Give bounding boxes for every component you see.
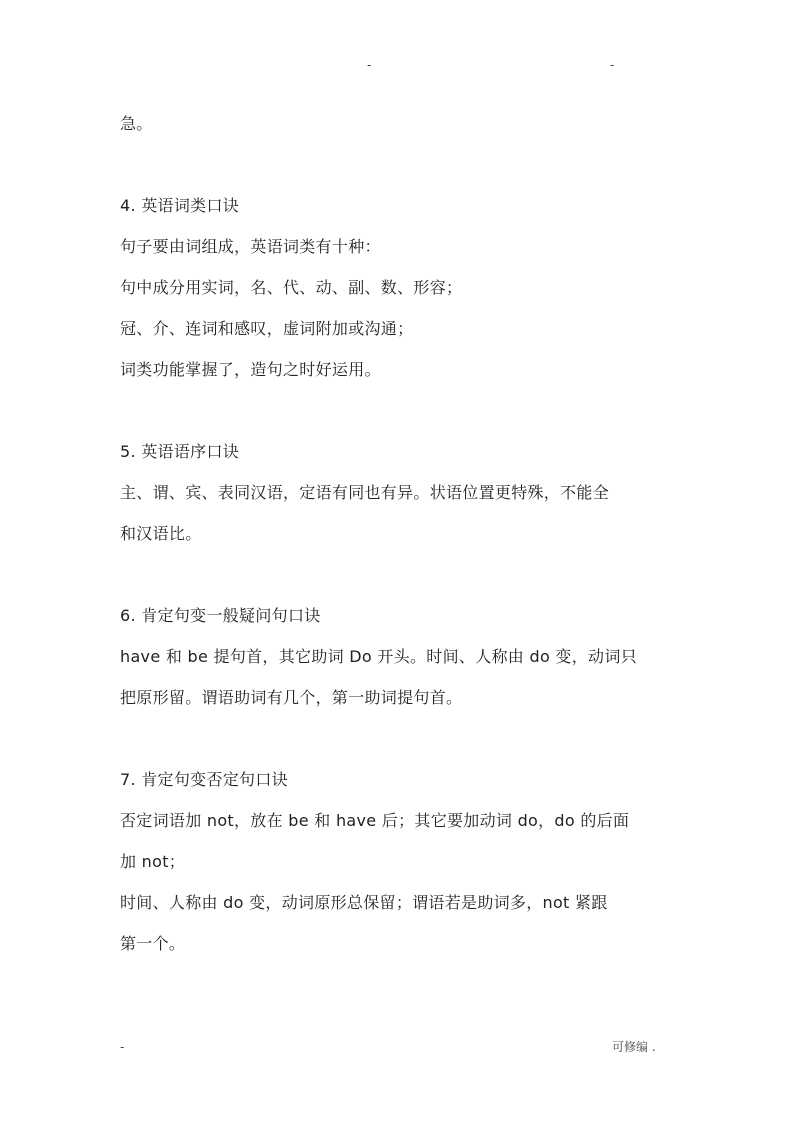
section-7-line-1: 否定词语加 not，放在 be 和 have 后；其它要加动词 do，do 的后面 bbox=[120, 811, 630, 830]
section-5-title: 5. 英语语序口诀 bbox=[120, 442, 240, 461]
paragraph-continuation: 急。 bbox=[120, 114, 153, 133]
section-7-line-2: 加 not； bbox=[120, 852, 186, 871]
header-mark-left: - bbox=[367, 58, 372, 72]
section-7-line-4: 第一个。 bbox=[120, 934, 186, 953]
document-body bbox=[120, 103, 680, 964]
footer-mark-left: - bbox=[120, 1040, 125, 1054]
section-4-line-4: 词类功能掌握了，造句之时好运用。 bbox=[120, 360, 381, 379]
section-5-line-2: 和汉语比。 bbox=[120, 524, 202, 543]
blank-line bbox=[120, 390, 680, 431]
section-4-line-1: 句子要由词组成，英语词类有十种： bbox=[120, 237, 381, 256]
section-4-title: 4. 英语词类口诀 bbox=[120, 196, 240, 215]
section-6-title: 6. 肯定句变一般疑问句口诀 bbox=[120, 606, 321, 625]
header-mark-right: - bbox=[610, 58, 615, 72]
section-6-line-2: 把原形留。谓语助词有几个，第一助词提句首。 bbox=[120, 688, 463, 707]
section-6-line-1: have 和 be 提句首，其它助词 Do 开头。时间、人称由 do 变，动词只 bbox=[120, 647, 637, 666]
section-7-line-3: 时间、人称由 do 变，动词原形总保留；谓语若是助词多，not 紧跟 bbox=[120, 893, 608, 912]
footer-editable-note: 可修编 . bbox=[612, 1040, 656, 1054]
blank-line bbox=[120, 554, 680, 595]
section-5-line-1: 主、谓、宾、表同汉语，定语有同也有异。状语位置更特殊，不能全 bbox=[120, 483, 610, 502]
section-4-line-2: 句中成分用实词，名、代、动、副、数、形容； bbox=[120, 278, 463, 297]
blank-line bbox=[120, 144, 680, 185]
section-7-title: 7. 肯定句变否定句口诀 bbox=[120, 770, 288, 789]
blank-line bbox=[120, 718, 680, 759]
section-4-line-3: 冠、介、连词和感叹，虚词附加或沟通； bbox=[120, 319, 414, 338]
